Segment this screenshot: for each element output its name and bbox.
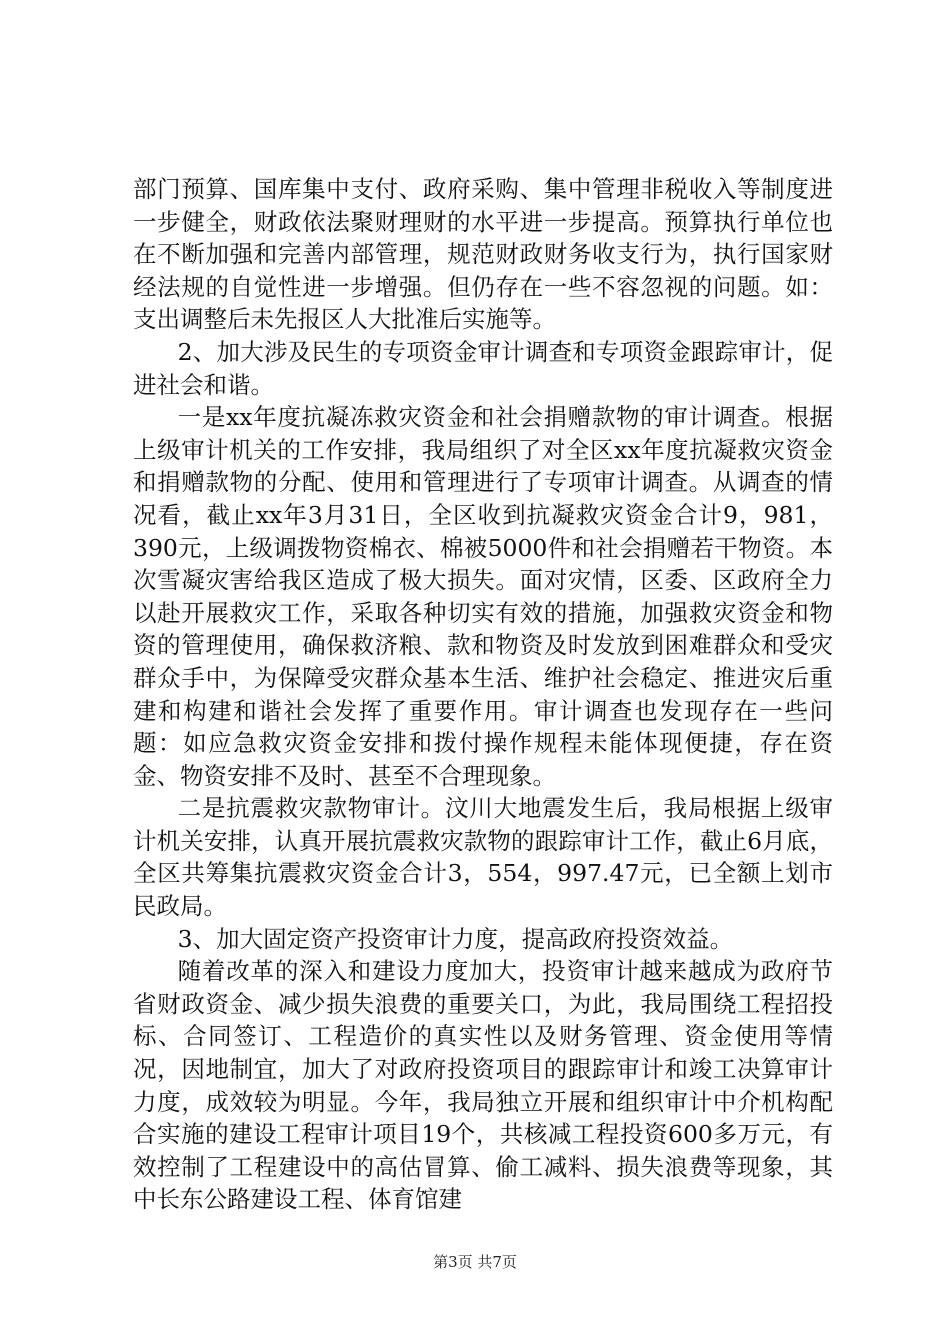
- paragraph-earthquake-relief-audit: 二是抗震救灾款物审计。汶川大地震发生后，我局根据上级审计机关安排，认真开展抗震救灾款物的跟踪审计工作，截止6月底，全区共筹集抗震救灾资金合计3，554，997.47元，已全额上划市民政局。: [133, 794, 833, 921]
- paragraph-investment-audit: 随着改革的深入和建设力度加大，投资审计越来越成为政府节省财政资金、减少损失浪费的重要关口，为此，我局围绕工程招投标、合同签订、工程造价的真实性以及财务管理、资金使用等情况，因地制宜，加大了对政府投资项目的跟踪审计和竣工决算审计力度，成效较为明显。今年，我局独立开展和组织审计中介机构配合实施的建设工程审计项目19个，共核减工程投资600多万元，有效控制了工程建设中的高估冒算、偷工减料、损失浪费等现象，其中长东公路建设工程、体育馆建: [133, 957, 833, 1214]
- paragraph-section-3-heading: 3、加大固定资产投资审计力度，提高政府投资效益。: [177, 924, 734, 953]
- paragraph-section-2-heading: 2、加大涉及民生的专项资金审计调查和专项资金跟踪审计，促进社会和谐。: [133, 337, 833, 399]
- page-number-footer: 第3页 共7页: [433, 1253, 517, 1271]
- paragraph-disaster-relief-audit: 一是xx年度抗凝冻救灾资金和社会捐赠款物的审计调查。根据上级审计机关的工作安排，我局组织了对全区xx年度抗凝救灾资金和捐赠款物的分配、使用和管理进行了专项审计调查。从调查的情况看，截止xx年3月31日，全区收到抗凝救灾资金合计9，981，390元，上级调拨物资棉衣、棉被5000件和社会捐赠若干物资。本次雪凝灾害给我区造成了极大损失。面对灾情，区委、区政府全力以赴开展救灾工作，采取各种切实有效的措施，加强救灾资金和物资的管理使用，确保救济粮、款和物资及时发放到困难群众和受灾群众手中，为保障受灾群众基本生活、维护社会稳定、推进灾后重建和构建和谐社会发挥了重要作用。审计调查也发现存在一些问题：如应急救灾资金安排和拨付操作规程未能体现便捷，存在资金、物资安排不及时、甚至不合理现象。: [133, 403, 833, 790]
- paragraph-budget-continuation: 部门预算、国库集中支付、政府采购、集中管理非税收入等制度进一步健全，财政依法聚财理财的水平进一步提高。预算执行单位也在不断加强和完善内部管理，规范财政财务收支行为，执行国家财经法规的自觉性进一步增强。但仍存在一些不容忽视的问题。如：支出调整后未先报区人大批准后实施等。: [133, 175, 833, 334]
- document-body: [133, 173, 833, 1216]
